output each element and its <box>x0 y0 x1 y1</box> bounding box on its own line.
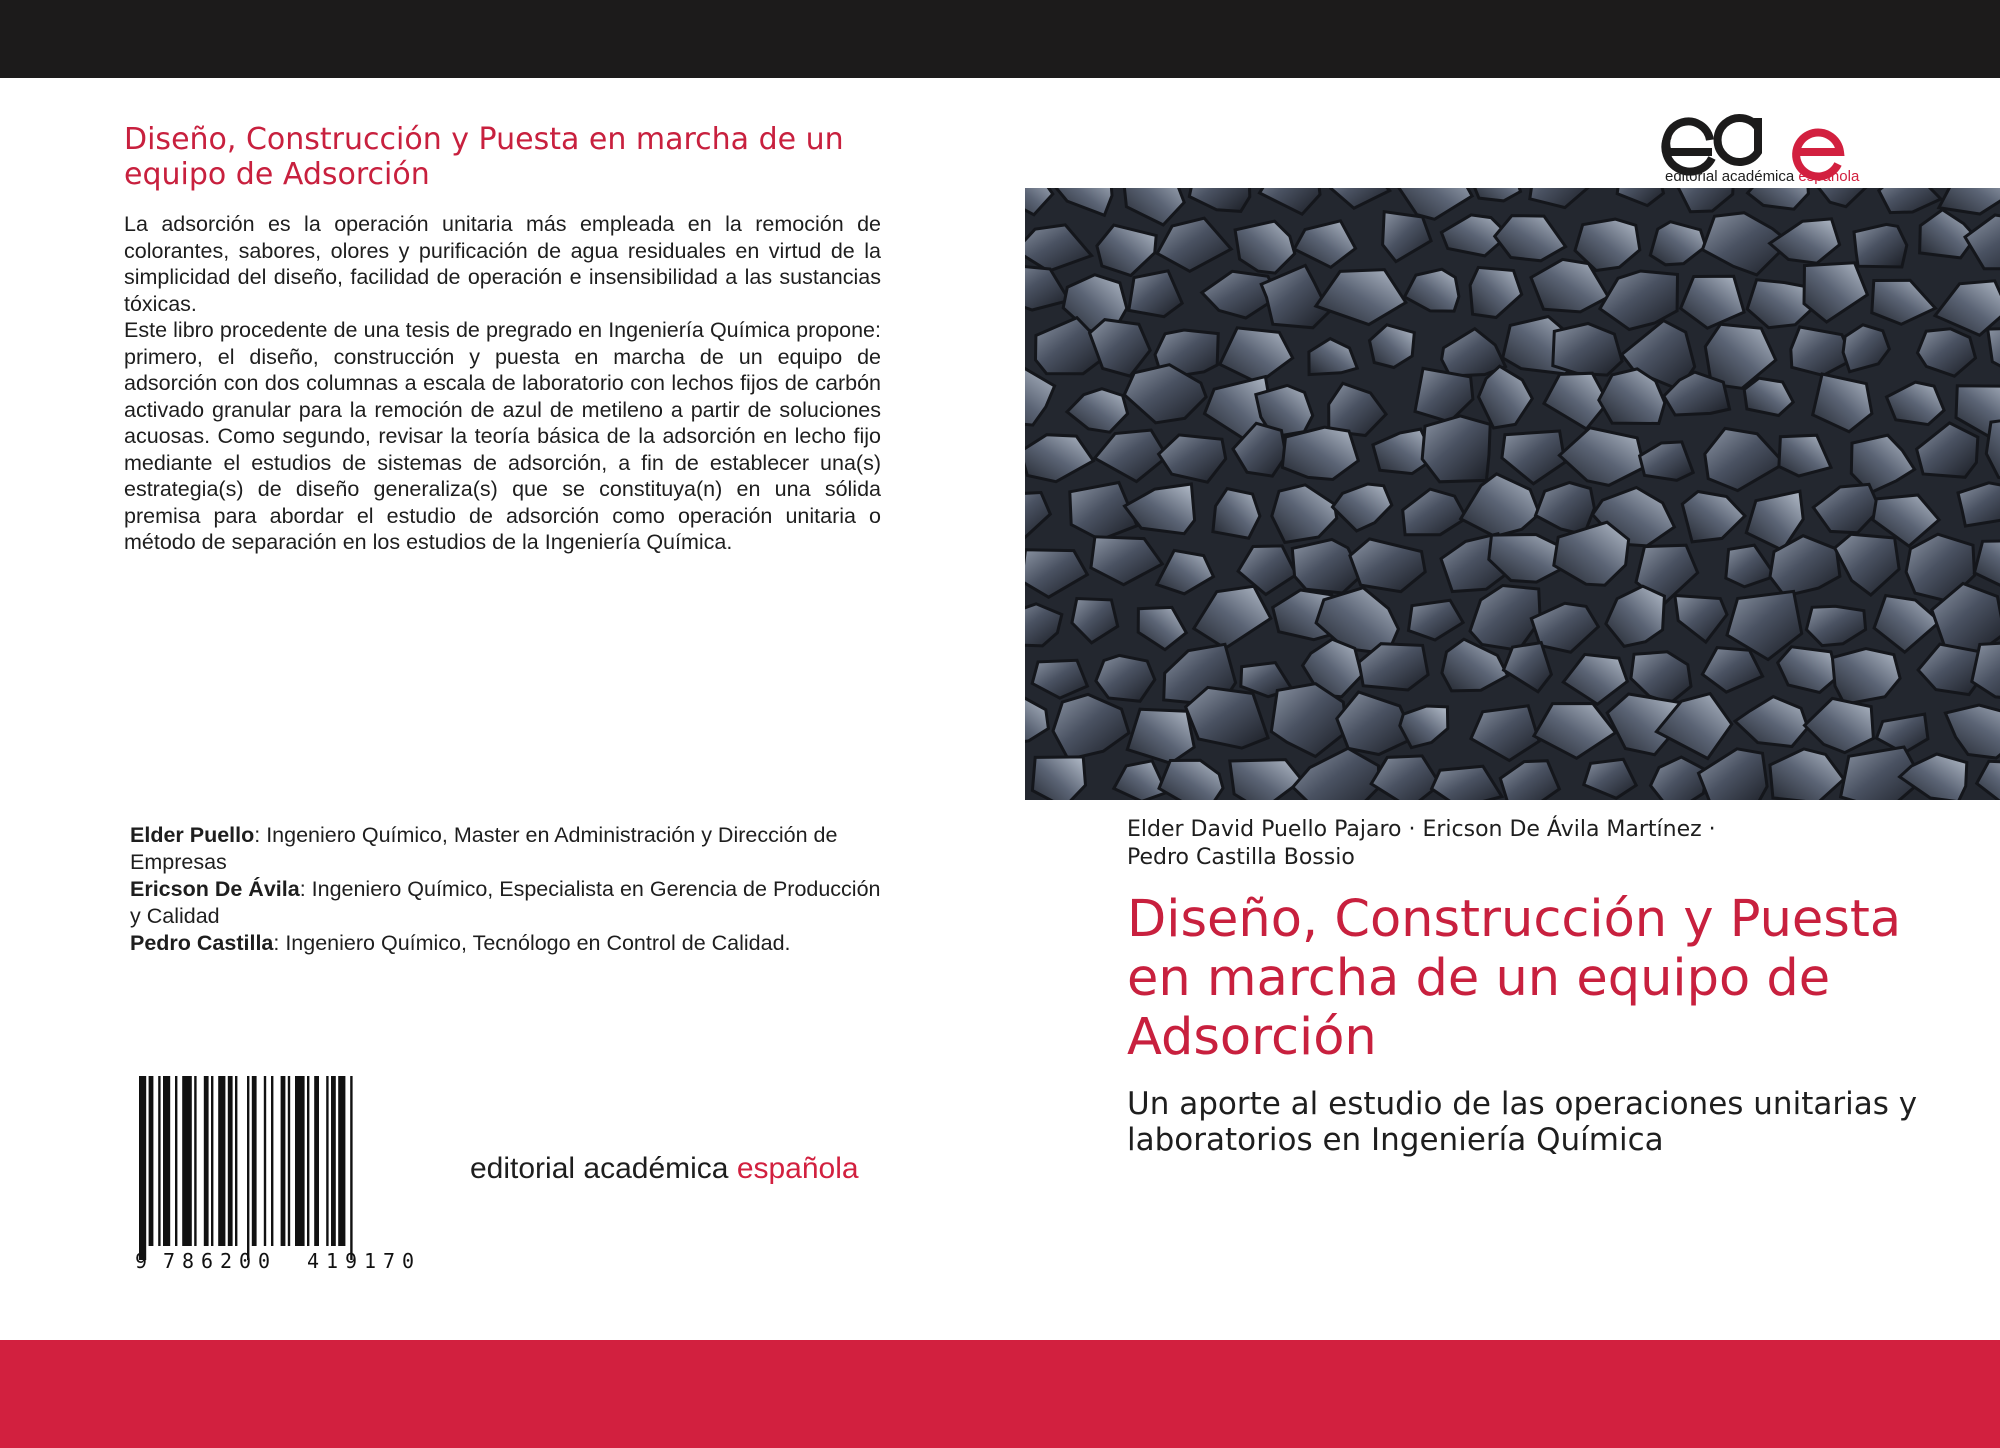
coal-texture <box>1025 188 2000 800</box>
barcode-bar <box>314 1076 319 1246</box>
barcode-digit: 8 <box>181 1249 195 1272</box>
front-authors <box>1127 816 1947 872</box>
barcode-digit: 1 <box>325 1249 339 1272</box>
logo-caption-accent: española <box>1798 168 1860 185</box>
barcode-bar <box>338 1076 345 1246</box>
author-bio-name: Elder Puello <box>130 823 255 847</box>
barcode-bar <box>271 1076 273 1246</box>
front-cover-subtitle: Un aporte al estudio de las operaciones unitarias y laboratorios en Ingeniería Química <box>1127 1086 1918 1158</box>
author-bios <box>130 822 890 957</box>
barcode-bar <box>288 1076 290 1246</box>
authors-line: Pedro Castilla Bossio <box>1127 845 1355 870</box>
coal-rock <box>1422 416 1490 482</box>
author-bio-name: Pedro Castilla <box>130 931 274 955</box>
coal-rock <box>1854 224 1907 267</box>
publisher-name-main: editorial académica <box>470 1152 737 1185</box>
barcode-bar <box>264 1076 266 1246</box>
blurb-paragraph: Este libro procedente de una tesis de pregrado en Ingeniería Química propone: primero, el diseño, construcción y puesta en marcha de un equipo de adsorción con dos columnas a escala de laboratorio con lechos fijos de carbón activado granular para la remoción de azul de metileno a partir de soluciones acuosas. Como segundo, revisar la teoría básica de la adsorción en lecho fijo mediante el estudios de sistemas de adsorción, a fin de establecer una(s) estrategia(s) de diseño generaliza(s) que se constituya(n) en una sólida premisa para abordar el estudio de adsorción como operación unitaria o método de separación en los estudios de la Ingeniería Química. <box>124 318 881 554</box>
barcode-bar <box>350 1076 352 1260</box>
barcode-bar <box>158 1076 160 1246</box>
author-bio <box>130 930 890 957</box>
barcode-digit: 2 <box>219 1249 233 1272</box>
barcode-digit: 1 <box>363 1249 377 1272</box>
barcode-digit: 7 <box>162 1249 176 1272</box>
barcode-digit: 0 <box>257 1249 271 1272</box>
front-cover-title: Diseño, Construcción y Puesta en marcha de un equipo de Adsorción <box>1127 890 1902 1067</box>
coal-rock <box>1958 483 2000 526</box>
barcode-bar <box>163 1076 170 1246</box>
barcode-bar <box>326 1076 328 1246</box>
barcode-digit: 9 <box>344 1249 358 1272</box>
publisher-name-accent: española <box>736 1152 859 1185</box>
barcode-bar <box>252 1076 257 1246</box>
cover-photo-coal <box>1025 188 2000 800</box>
barcode-bar <box>194 1076 196 1246</box>
barcode-bar <box>149 1076 154 1246</box>
barcode-bar <box>228 1076 233 1246</box>
coal-rock <box>1096 655 1155 701</box>
barcode-digit: 6 <box>200 1249 214 1272</box>
barcode-digit: 0 <box>238 1249 252 1272</box>
logo-caption-main: editorial académica <box>1665 168 1799 185</box>
back-cover-blurb <box>124 211 881 556</box>
author-bio <box>130 876 890 930</box>
barcode-digit: 0 <box>401 1249 415 1272</box>
logo-caption <box>1665 168 1897 185</box>
coal-rock <box>1032 757 1085 800</box>
isbn-barcode <box>133 1076 453 1272</box>
barcode-digit: 9 <box>134 1249 148 1272</box>
barcode-bar <box>218 1076 225 1246</box>
barcode-bar <box>235 1076 237 1246</box>
barcode-bar <box>211 1076 213 1246</box>
back-cover-title: Diseño, Construcción y Puesta en marcha de un equipo de Adsorción <box>124 122 844 192</box>
barcode-bar <box>204 1076 209 1246</box>
author-bio-text: : Ingeniero Químico, Especialista en Gerencia de Producción y Calidad <box>130 877 881 928</box>
top-bar <box>0 0 2000 78</box>
barcode-bar <box>331 1076 336 1246</box>
barcode-bar <box>295 1076 305 1246</box>
author-bio <box>130 822 890 876</box>
barcode-bar <box>247 1076 249 1260</box>
barcode-bar <box>139 1076 146 1260</box>
author-bio-name: Ericson De Ávila <box>130 877 300 901</box>
barcode-digit: 4 <box>306 1249 320 1272</box>
author-bio-text: : Ingeniero Químico, Master en Administración y Dirección de Empresas <box>130 823 838 874</box>
bottom-bar <box>0 1340 2000 1448</box>
back-publisher-name <box>470 1152 859 1186</box>
authors-line: Elder David Puello Pajaro · Ericson De Ávila Martínez · <box>1127 817 1716 842</box>
blurb-paragraph: La adsorción es la operación unitaria más empleada en la remoción de colorantes, sabores, olores y purificación de agua residuales en virtud de la simplicidad del diseño, facilidad de operación e insensibilidad a las sustancias tóxicas. <box>124 212 881 316</box>
barcode-bar <box>182 1076 192 1246</box>
barcode-bar <box>281 1076 286 1246</box>
barcode-bar <box>307 1076 309 1246</box>
author-bio-text: : Ingeniero Químico, Tecnólogo en Control de Calidad. <box>273 931 791 955</box>
barcode-bar <box>175 1076 177 1246</box>
barcode-digit: 7 <box>382 1249 396 1272</box>
